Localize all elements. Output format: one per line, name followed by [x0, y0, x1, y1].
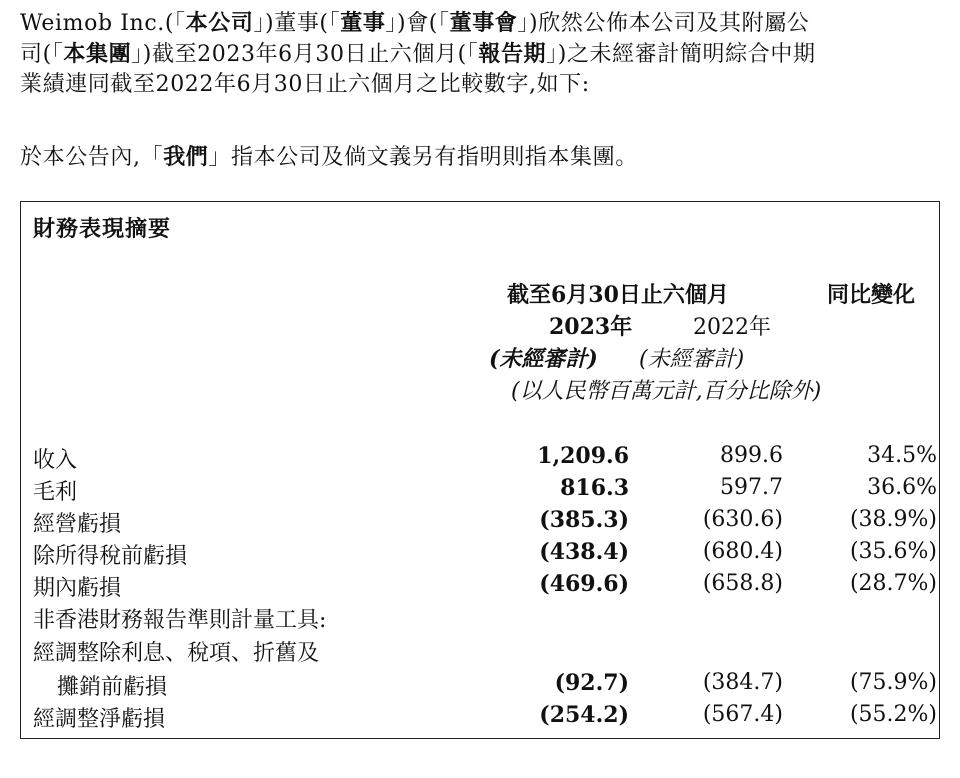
intro-paragraph [20, 8, 950, 100]
row-label: 非香港財務報告準則計量工具: [33, 608, 327, 633]
intro-defined-term: 董事 [340, 10, 386, 36]
table-row [21, 475, 939, 507]
value-2023: (438.4) [539, 539, 629, 565]
intro-defined-term: 報告期 [478, 41, 547, 67]
table-row [21, 443, 939, 475]
row-label: 經營虧損 [33, 512, 122, 537]
value-2022: (630.6) [702, 507, 783, 532]
intro-text: Weimob Inc.(「 [20, 11, 186, 36]
value-2023: (92.7) [554, 670, 629, 696]
yoy-change: 34.5% [867, 443, 937, 468]
yoy-change: 36.6% [867, 475, 937, 500]
intro-line-1 [20, 8, 950, 39]
intro-line-3: 業績連同截至2022年6月30日止六個月之比較數字,如下: [20, 72, 590, 97]
table-row [21, 571, 939, 603]
intro-defined-term: 董事會 [449, 10, 518, 36]
financial-summary-box [20, 201, 940, 739]
value-2022: (384.7) [702, 670, 783, 695]
table-row [21, 507, 939, 539]
yoy-change: (55.2%) [849, 702, 937, 727]
table-row [21, 539, 939, 571]
intro-text: 司(「 [20, 42, 64, 67]
value-2023: (469.6) [539, 571, 629, 597]
intro-text: 」)截至2023年6月30日止六個月(「 [131, 42, 479, 67]
value-2022: 899.6 [720, 443, 783, 468]
value-2022: (567.4) [702, 702, 783, 727]
row-label: 毛利 [33, 480, 78, 505]
year-2023-header: 2023年 [549, 314, 633, 340]
row-label: 經調整淨虧損 [33, 707, 166, 732]
intro-text: 」)欣然公佈本公司及其附屬公 [517, 11, 810, 36]
definition-text: 」指本公司及倘文義另有指明則指本集團。 [208, 145, 638, 170]
row-label: 除所得稅前虧損 [33, 544, 188, 569]
value-2023: (385.3) [539, 507, 629, 533]
value-2022: 597.7 [720, 475, 783, 500]
unaudited-2022-label: (未經審計) [639, 347, 745, 372]
value-2023: 816.3 [560, 475, 629, 501]
intro-text: 」)會(「 [385, 11, 450, 36]
yoy-change: (28.7%) [849, 571, 937, 596]
value-2022: (680.4) [702, 539, 783, 564]
value-2022: (658.8) [702, 571, 783, 596]
intro-text: 」)之未經審計簡明綜合中期 [546, 42, 816, 67]
period-header: 截至6月30日止六個月 [507, 282, 729, 308]
table-row [21, 603, 939, 635]
row-label: 經調整除利息、稅項、折舊及 [33, 641, 320, 666]
yoy-change: (75.9%) [849, 670, 937, 695]
yoy-header: 同比變化 [827, 282, 916, 308]
table-row [21, 670, 939, 702]
value-2023: 1,209.6 [537, 443, 629, 469]
value-2023: (254.2) [539, 702, 629, 728]
intro-line-2 [20, 39, 950, 70]
row-label: 收入 [33, 448, 78, 473]
year-2022-header: 2022年 [693, 315, 771, 340]
summary-title: 財務表現摘要 [33, 216, 172, 242]
intro-defined-term: 本集團 [63, 41, 132, 67]
row-label: 期內虧損 [33, 576, 122, 601]
units-note: (以人民幣百萬元計,百分比除外) [511, 379, 822, 404]
yoy-change: (35.6%) [849, 539, 937, 564]
definition-text: 於本公告內,「 [20, 145, 164, 170]
intro-text: 」)董事(「 [253, 11, 341, 36]
intro-defined-term: 本公司 [185, 10, 254, 36]
table-row [21, 636, 939, 668]
row-label: 攤銷前虧損 [57, 675, 168, 700]
definition-term: 我們 [163, 144, 209, 170]
yoy-change: (38.9%) [849, 507, 937, 532]
table-row [21, 702, 939, 734]
unaudited-2023-label: (未經審計) [489, 346, 598, 372]
definition-paragraph [20, 142, 638, 173]
